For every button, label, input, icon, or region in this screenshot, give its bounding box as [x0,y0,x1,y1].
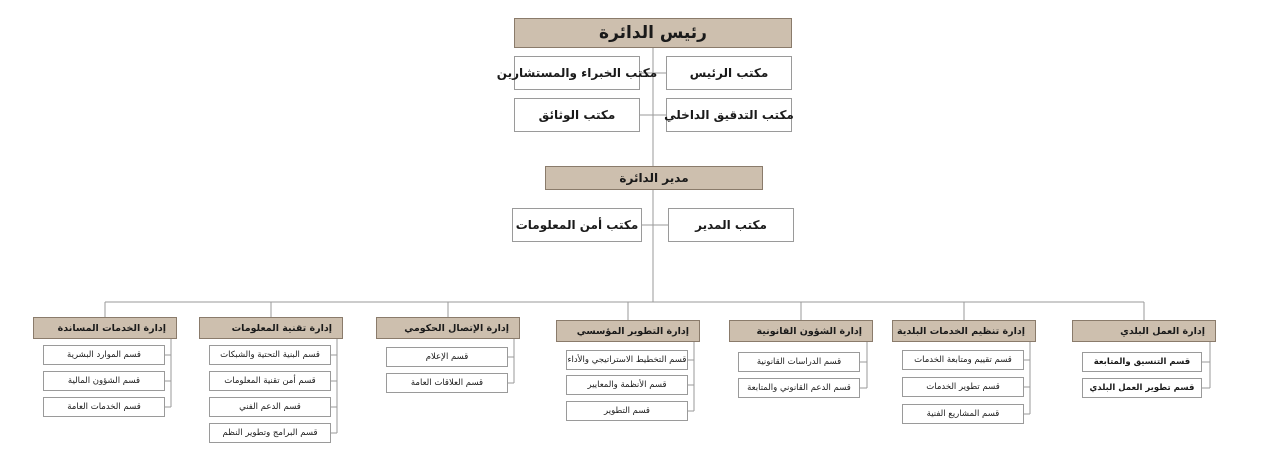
section-box [1082,352,1202,372]
section-label: قسم البرامج وتطوير النظم [222,428,318,438]
section-box [902,377,1024,397]
office-documents-label: مكتب الوثائق [538,108,616,122]
section-box [738,352,860,372]
section-label: قسم تقييم ومتابعة الخدمات [914,355,1012,365]
department-label: إدارة تنظيم الخدمات البلدية [897,325,1025,337]
head-box [514,18,792,48]
section-label: قسم تطوير الخدمات [926,382,1000,392]
section-label: قسم الدراسات القانونية [756,357,842,367]
director-box [545,166,763,190]
section-box [566,375,688,395]
department-legal-affairs [729,320,873,342]
section-box [209,423,331,443]
section-label: قسم التطوير [604,406,650,416]
department-label: إدارة العمل البلدي [1120,325,1205,337]
section-label: قسم الشؤون المالية [67,376,141,386]
section-box [566,401,688,421]
department-municipal-work [1072,320,1216,342]
section-box [738,378,860,398]
office-internal-audit-label: مكتب التدقيق الداخلي [664,108,794,122]
section-label: قسم أمن تقنية المعلومات [224,376,316,386]
office-information-security-label: مكتب أمن المعلومات [515,218,639,232]
head-label: رئيس الدائرة [599,23,707,43]
department-label: إدارة الشؤون القانونية [756,325,862,337]
section-label: قسم الموارد البشرية [67,350,141,360]
section-label: قسم تطوير العمل البلدي [1089,383,1195,393]
department-municipal-services [892,320,1036,342]
office-president-label: مكتب الرئيس [689,66,769,80]
section-label: قسم المشاريع الفنية [926,409,1000,419]
director-label: مدير الدائرة [619,171,689,185]
section-label: قسم التنسيق والمتابعة [1093,357,1191,367]
office-internal-audit [666,98,792,132]
section-label: قسم البنية التحتية والشبكات [220,350,320,360]
section-box [43,371,165,391]
office-president [666,56,792,90]
section-label: قسم الخدمات العامة [67,402,141,412]
section-box [1082,378,1202,398]
department-support-services [33,317,177,339]
section-box [386,347,508,367]
section-box [566,350,688,370]
section-box [209,371,331,391]
section-label: قسم العلاقات العامة [410,378,484,388]
department-institutional-development [556,320,700,342]
section-box [43,397,165,417]
office-experts-advisors [496,56,658,90]
office-documents [514,98,640,132]
section-label: قسم الأنظمة والمعايير [587,380,667,390]
section-label: قسم التخطيط الاستراتيجي والأداء [567,355,687,365]
department-government-communication [376,317,520,339]
office-director-label: مكتب المدير [695,218,767,232]
section-box [902,350,1024,370]
section-box [386,373,508,393]
section-label: قسم الدعم القانوني والمتابعة [747,383,851,393]
department-label: إدارة تقنية المعلومات [231,322,332,334]
department-information-technology [199,317,343,339]
department-label: إدارة الخدمات المساندة [57,322,166,334]
office-experts-advisors-label: مكتب الخبراء والمستشارين [496,66,658,80]
section-label: قسم الإعلام [425,352,469,362]
section-box [209,345,331,365]
section-box [902,404,1024,424]
office-director [668,208,794,242]
section-label: قسم الدعم الفني [239,402,301,412]
office-information-security [512,208,642,242]
department-label: إدارة التطوير المؤسسي [576,325,689,337]
section-box [209,397,331,417]
section-box [43,345,165,365]
department-label: إدارة الإتصال الحكومي [404,322,509,334]
